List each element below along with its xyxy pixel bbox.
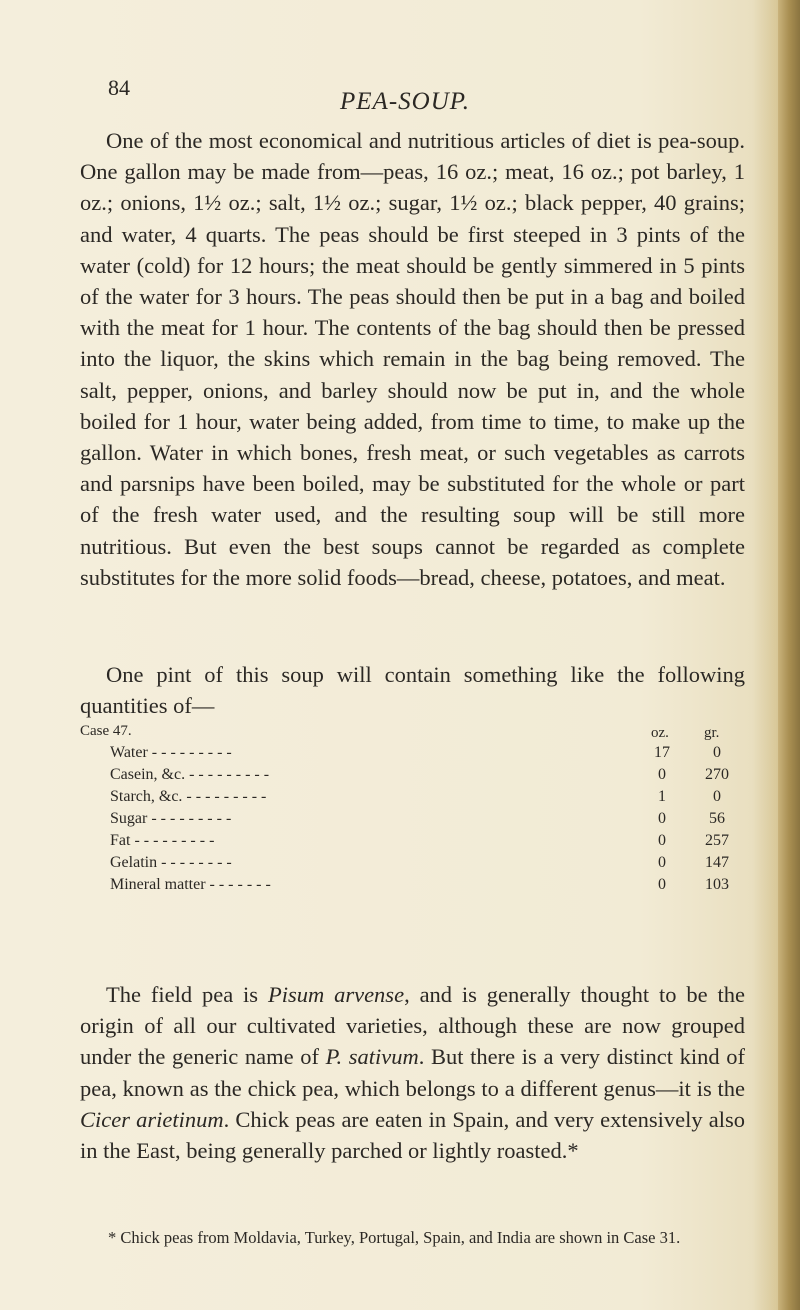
footnote: * Chick peas from Moldavia, Turkey, Portugal, Spain, and India are shown in Case 31. [108,1228,681,1247]
row-label: Water - - - - - - - - - [110,744,232,761]
table-row [80,764,745,786]
row-gr: 147 [705,854,729,871]
row-gr: 56 [709,810,725,827]
row-label: Sugar - - - - - - - - - [110,810,232,827]
text-segment: The field pea is [106,982,268,1007]
table-row [80,786,745,808]
paragraph-intro [80,125,745,593]
row-gr: 0 [713,788,721,805]
row-gr: 0 [713,744,721,761]
page-number: 84 [108,75,130,100]
row-oz: 0 [658,832,666,849]
species-name: Cicer arietinum [80,1106,224,1132]
row-oz: 0 [658,876,666,893]
row-oz: 0 [658,766,666,783]
table-row [80,874,745,896]
row-oz: 0 [658,810,666,827]
row-oz: 0 [658,854,666,871]
row-label: Starch, &c. - - - - - - - - - [110,788,267,805]
row-label: Casein, &c. - - - - - - - - - [110,766,270,783]
row-oz: 1 [658,788,666,805]
text-segment: . But there is a very distinct kind of pea, known as the chick pea, which belongs to a different genus—it is the [80,1044,745,1101]
row-gr: 257 [705,832,729,849]
table-row [80,742,745,764]
table-row [80,830,745,852]
row-label: Fat - - - - - - - - - [110,832,215,849]
row-oz: 17 [654,744,670,761]
paragraph-field-pea [80,979,745,1166]
paragraph-following: One pint of this soup will contain something like the following quantities of— [80,662,745,719]
column-header-oz: oz. [651,725,669,741]
species-name: P. sativum [325,1044,419,1070]
row-label: Gelatin - - - - - - - - [110,854,232,871]
text-segment: , and is generally thought to be the origin of all our cultivated varieties, although these are now grouped under the generic name of [80,982,745,1070]
paragraph-intro-text: One of the most economical and nutritious articles of diet is pea-soup. One gallon may be made from—peas, 16 oz.; meat, 16 oz.; pot barley, 1 oz.; onions, 1½ oz.; salt, 1½ oz.; sugar, 1½ oz.; black pepper, 40 grains; and water, 4 quarts. The peas should be first steeped in 3 pints of the water (cold) for 12 hours; the meat should be gently simmered in 5 pints of the water for 3 hours. The peas should then be put in a bag and boiled with the meat for 1 hour. The contents of the bag should then be pressed into the liquor, the skins which remain in the bag being removed. The salt, pepper, onions, and barley should now be put in, and the whole boiled for 1 hour, water being added, from time to time, to make up the gallon. Water in which bones, fresh meat, or such vegetables as carrots and parsnips have been boiled, may be substituted for the whole or part of the fresh water used, and the resulting soup will be still more nutritious. But even the best soups cannot be regarded as complete substitutes for the more solid foods—bread, cheese, potatoes, and meat. [80,128,745,590]
species-name: Pisum arvense [267,982,405,1007]
text-segment: . Chick peas are eaten in Spain, and very extensively also in the East, being generally parched or lightly roasted.* [80,1106,745,1164]
page-edge [778,0,800,1310]
table-row [80,852,745,874]
case-label: Case 47. [80,723,132,739]
column-header-gr: gr. [704,725,720,741]
running-title: PEA-SOUP. [340,88,471,115]
row-gr: 270 [705,766,729,783]
row-label: Mineral matter - - - - - - - [110,876,271,893]
table-row [80,808,745,830]
row-gr: 103 [705,876,729,893]
